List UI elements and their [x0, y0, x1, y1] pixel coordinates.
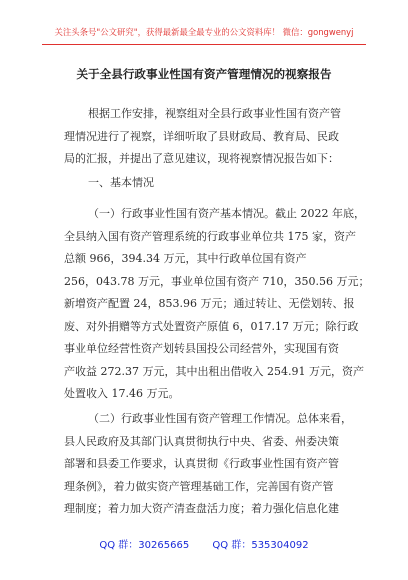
paragraph-line: 理条例》，着力做实资产管理基础工作，完善国有资产管	[64, 479, 334, 493]
footer-contacts	[0, 536, 408, 551]
paragraph-line: 事业单位经营性资产划转县国投公司经营外，实现国有资	[64, 342, 339, 355]
paragraph-line: 理情况进行了视察，详细听取了县财政局、教育局、民政	[64, 129, 339, 143]
paragraph-line: 256，043.78 万元，事业单位国有资产 710，350.56 万元；	[64, 274, 370, 288]
asset-overview-paragraph	[64, 203, 370, 406]
paragraph-line: 废、对外捐赠等方式处置资产原值 6，017.17 万元；除行政	[64, 319, 359, 333]
paragraph-line: （二）行政事业性国有资产管理工作情况。总体来看，	[88, 412, 352, 425]
document-title: 关于全县行政事业性国有资产管理情况的视察报告	[76, 67, 332, 81]
paragraph-line: 处置收入 17.46 万元。	[64, 387, 180, 400]
paragraph-line: 全县纳入国有资产管理系统的行政事业单位共 175 家，资产	[64, 229, 356, 243]
management-work-paragraph	[64, 408, 352, 521]
footer-qq-group-2: QQ 群：535304092	[212, 540, 309, 551]
header-divider	[42, 44, 366, 45]
paragraph-line: 总额 966，394.34 万元，其中行政单位国有资产	[64, 252, 307, 265]
paragraph-line: 根据工作安排，视察组对全县行政事业性国有资产管	[88, 107, 341, 120]
paragraph-line: （一）行政事业性国有资产基本情况。截止 2022 年底，	[88, 207, 365, 220]
paragraph-line: 县人民政府及其部门认真贯彻执行中央、省委、州委决策	[64, 434, 339, 448]
section-heading: 一、基本情况	[88, 176, 154, 189]
paragraph-line: 局的汇报，并提出了意见建议，现将视察情况报告如下：	[64, 152, 339, 165]
footer-qq-group-1: QQ 群：30265665	[99, 540, 190, 551]
header-banner: 关注头条号"公文研究"，获得最新最全最专业的公文资料库！ 微信：gongwenyj	[54, 27, 354, 37]
intro-paragraph	[64, 103, 346, 171]
paragraph-line: 理制度；着力加大资产清查盘活力度；着力强化信息化建	[64, 502, 339, 515]
paragraph-line: 新增资产配置 24，853.96 万元；通过转让、无偿划转、报	[64, 297, 355, 310]
paragraph-line: 部署和县委工作要求，认真贯彻《行政事业性国有资产管	[64, 457, 339, 470]
paragraph-line: 产收益 272.37 万元，其中出租出借收入 254.91 万元，资产	[64, 364, 364, 378]
